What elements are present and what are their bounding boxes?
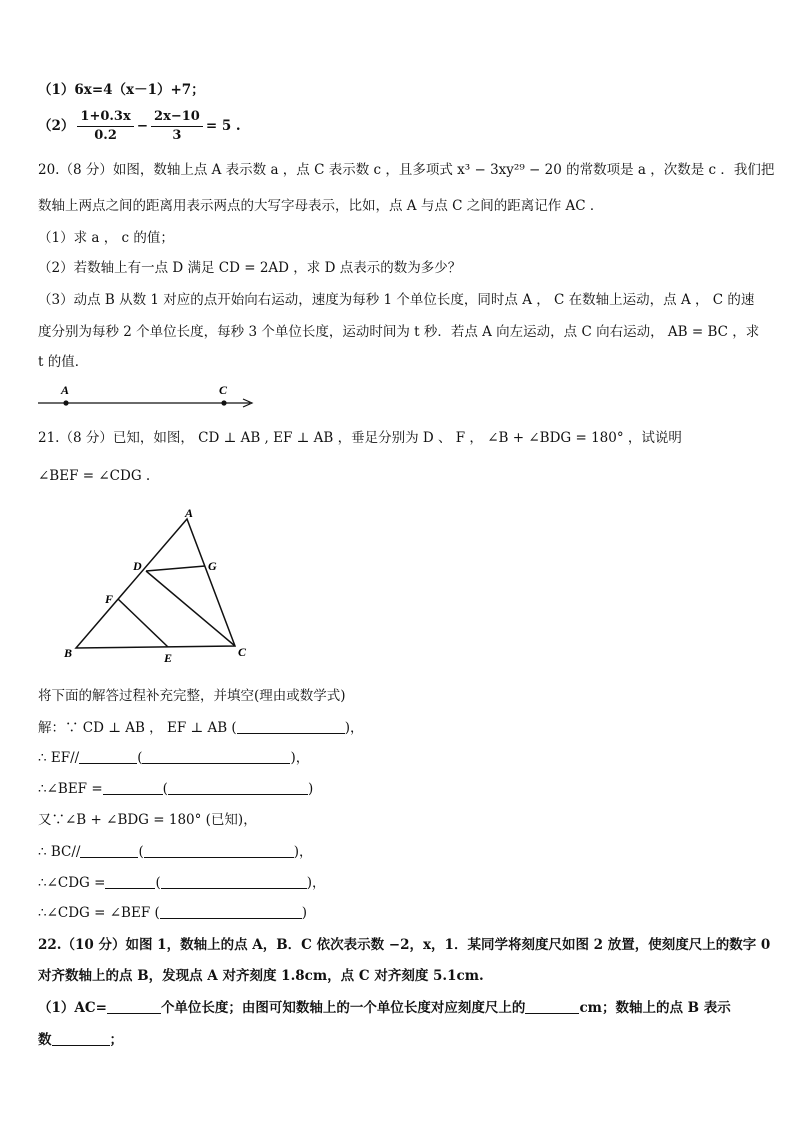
- q20-sub-3-line-2: 度分别为每秒 2 个单位长度，每秒 3 个单位长度，运动时间为 t 秒．若点 A 向左运动，点 C 向右运动， AB = BC ，求: [38, 324, 760, 340]
- number-line-figure: [30, 380, 270, 414]
- step-6-blank-a[interactable]: [105, 874, 155, 889]
- label-c: C: [238, 645, 247, 659]
- label-e: E: [164, 651, 173, 665]
- step-5: [38, 842, 313, 862]
- step-1-blank[interactable]: [237, 719, 345, 734]
- step-6-blank-b[interactable]: [161, 874, 307, 889]
- step-1: [38, 718, 363, 738]
- step-3: [38, 779, 313, 799]
- q22-blank-cm[interactable]: [525, 999, 579, 1014]
- step-5-text: ∴ BC//: [38, 844, 81, 860]
- q22-sub-1-text-a: （1）AC=: [38, 1000, 107, 1016]
- step-3-blank-b[interactable]: [168, 780, 308, 795]
- step-5-paren: (: [138, 844, 144, 860]
- q19-item-2: [38, 108, 241, 144]
- q22-blank-b[interactable]: [52, 1031, 110, 1046]
- fraction-2-numerator: 2x−10: [151, 108, 203, 127]
- step-1-text: 解：∵ CD ⊥ AB ， EF ⊥ AB (: [38, 720, 237, 736]
- q22-sub-1-text-e: ；: [109, 1032, 123, 1048]
- q22-sub-1: [38, 998, 731, 1018]
- point-c-label: C: [219, 383, 228, 397]
- segment-dc: [146, 571, 235, 646]
- fraction-2: [151, 108, 203, 145]
- q21-stem-line-2: ∠BEF = ∠CDG .: [38, 468, 151, 484]
- q20-stem-line-1: 20.（8 分）如图，数轴上点 A 表示数 a ，点 C 表示数 c ，且多项式 x³ − 3xy²⁹ − 20 的常数项是 a ，次数是 c ．我们把: [38, 162, 775, 178]
- q21-instruction: 将下面的解答过程补充完整，并填空(理由或数学式): [38, 688, 346, 704]
- step-2-blank-a[interactable]: [79, 749, 137, 764]
- q22-sub-1-text-b: 个单位长度；由图可知数轴上的一个单位长度对应刻度尺上的: [160, 1000, 526, 1016]
- triangle-figure: [55, 500, 265, 670]
- label-g: G: [208, 559, 217, 573]
- point-a: [63, 400, 68, 405]
- q22-sub-1-text-c: cm；数轴上的点 B 表示: [579, 1000, 731, 1016]
- q22-stem-line-1: 22.（10 分）如图 1，数轴上的点 A，B．C 依次表示数 −2，x，1．某同学将刻度尺如图 2 放置，使刻度尺上的数字 0: [38, 937, 771, 953]
- step-7: [38, 903, 307, 923]
- q20-sub-3-line-1: （3）动点 B 从数 1 对应的点开始向右运动，速度为每秒 1 个单位长度，同时点 A ， C 在数轴上运动，点 A ， C 的速: [38, 292, 755, 308]
- step-2-blank-b[interactable]: [142, 749, 290, 764]
- fraction-1-denominator: 0.2: [94, 128, 117, 143]
- step-3-text: ∴∠BEF =: [38, 781, 103, 797]
- q22-sub-1-cont: [38, 1030, 123, 1050]
- equation-rhs: = 5 .: [205, 118, 241, 134]
- step-1-end: )，: [344, 720, 364, 736]
- q20-stem-line-2: 数轴上两点之间的距离用表示两点的大写字母表示，比如，点 A 与点 C 之间的距离记作 AC ．: [38, 198, 604, 214]
- step-7-text: ∴∠CDG = ∠BEF (: [38, 905, 160, 921]
- label-d: D: [133, 559, 142, 573]
- q21-stem-line-1: 21.（8 分）已知，如图， CD ⊥ AB , EF ⊥ AB ，垂足分别为 D 、 F ， ∠B + ∠BDG = 180° ，试说明: [38, 430, 682, 446]
- q20-sub-3-line-3: t 的值．: [38, 354, 89, 370]
- label-b: B: [64, 646, 73, 660]
- step-2-paren: (: [137, 750, 143, 766]
- point-a-label: A: [61, 383, 70, 397]
- q22-blank-ac[interactable]: [107, 999, 161, 1014]
- step-7-blank[interactable]: [160, 904, 302, 919]
- step-6-end: )，: [306, 875, 326, 891]
- point-c: [221, 400, 226, 405]
- step-5-blank-b[interactable]: [144, 843, 294, 858]
- q19-item-2-prefix: （2）: [38, 118, 75, 134]
- q20-sub-1: （1）求 a ， c 的值；: [38, 230, 174, 246]
- q20-sub-2: （2）若数轴上有一点 D 满足 CD = 2AD ，求 D 点表示的数为多少？: [38, 260, 462, 276]
- fraction-2-denominator: 3: [172, 128, 182, 143]
- fraction-1: [77, 108, 133, 145]
- step-3-blank-a[interactable]: [103, 780, 163, 795]
- segment-fe: [118, 599, 168, 647]
- step-5-end: )，: [293, 844, 313, 860]
- q22-stem-line-2: 对齐数轴上的点 B，发现点 A 对齐刻度 1.8cm，点 C 对齐刻度 5.1cm.: [38, 968, 484, 984]
- step-2-end: )，: [290, 750, 310, 766]
- step-6: [38, 873, 326, 893]
- label-f: F: [105, 592, 114, 606]
- minus-sign: −: [136, 118, 149, 134]
- step-2-text: ∴ EF//: [38, 750, 80, 766]
- step-3-end: ): [307, 781, 314, 797]
- step-7-end: ): [301, 905, 308, 921]
- label-a: A: [185, 506, 194, 520]
- step-6-paren: (: [155, 875, 161, 891]
- fraction-1-numerator: 1+0.3x: [77, 108, 133, 127]
- q19-item-1: （1）6x=4（x－1）+7；: [38, 82, 205, 98]
- step-6-text: ∴∠CDG =: [38, 875, 106, 891]
- step-5-blank-a[interactable]: [80, 843, 138, 858]
- step-2: [38, 748, 309, 768]
- segment-dg: [146, 566, 205, 571]
- step-3-paren: (: [162, 781, 168, 797]
- q22-sub-1-text-d: 数: [38, 1032, 52, 1048]
- triangle-abc: [76, 519, 235, 648]
- step-4: 又∵∠B + ∠BDG = 180° (已知)，: [38, 812, 257, 828]
